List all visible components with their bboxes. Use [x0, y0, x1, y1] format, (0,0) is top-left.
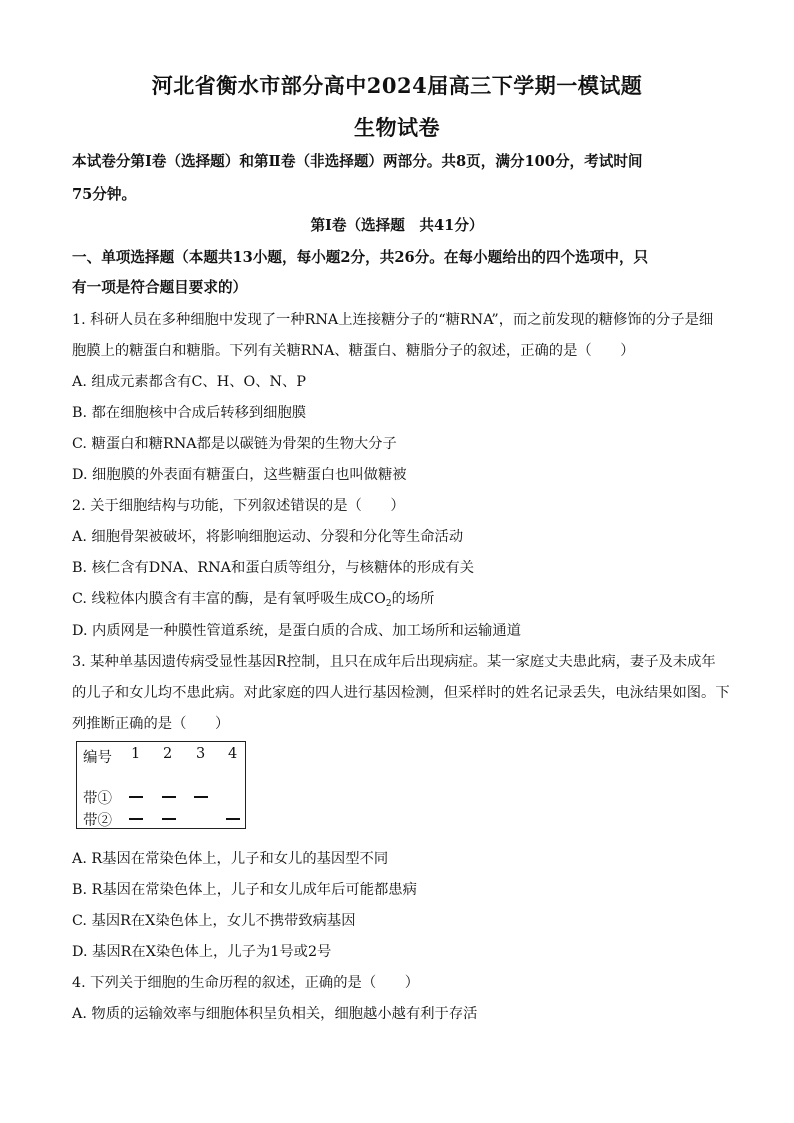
q2-stem: 2. 关于细胞结构与功能，下列叙述错误的是（ ）: [72, 498, 405, 514]
gel-band-2-label: 带②: [83, 813, 112, 829]
q1-option-b: B. 都在细胞核中合成后转移到细胞膜: [72, 405, 307, 421]
q3-option-c: C. 基因R在X染色体上，女儿不携带致病基因: [72, 913, 356, 929]
gel-column-3: 3: [196, 746, 206, 762]
q4-stem: 4. 下列关于细胞的生命历程的叙述，正确的是（ ）: [72, 975, 420, 991]
q1-option-d: D. 细胞膜的外表面有糖蛋白，这些糖蛋白也叫做糖被: [72, 467, 407, 483]
q2-option-a: A. 细胞骨架被破坏，将影响细胞运动、分裂和分化等生命活动: [72, 529, 464, 545]
q1-stem-line-1: 1. 科研人员在多种细胞中发现了一种RNA上连接糖分子的“糖RNA”，而之前发现的糖修饰的分子是细: [72, 312, 714, 328]
gel-band-1-label: 带①: [83, 791, 112, 807]
q2-option-b: B. 核仁含有DNA、RNA和蛋白质等组分，与核糖体的形成有关: [72, 560, 475, 576]
gel-band-1-lane-3: [194, 796, 208, 798]
q3-stem-line-1: 3. 某种单基因遗传病受显性基因R控制，且只在成年后出现病症。某一家庭丈夫患此病，妻子及未成年: [72, 654, 716, 670]
q1-option-c: C. 糖蛋白和糖RNA都是以碳链为骨架的生物大分子: [72, 436, 397, 452]
exam-title: 河北省衡水市部分高中2024届高三下学期一模试题: [151, 73, 643, 98]
electrophoresis-table: [76, 741, 246, 829]
q1-stem-line-2: 胞膜上的糖蛋白和糖脂。下列有关糖RNA、糖蛋白、糖脂分子的叙述，正确的是（ ）: [72, 343, 635, 359]
gel-band-2-lane-2: [162, 818, 176, 820]
q2-option-d: D. 内质网是一种膜性管道系统，是蛋白质的合成、加工场所和运输通道: [72, 623, 521, 639]
part1-heading-line-2: 有一项是符合题目要求的）: [72, 279, 248, 296]
q3-option-b: B. R基因在常染色体上，儿子和女儿成年后可能都患病: [72, 882, 417, 898]
q1-option-a: A. 组成元素都含有C、H、O、N、P: [72, 374, 306, 390]
gel-band-1-lane-1: [129, 796, 143, 798]
q3-stem-line-2: 的儿子和女儿均不患此病。对此家庭的四人进行基因检测，但采样时的姓名记录丢失，电泳结果如图。下: [72, 685, 730, 701]
q4-option-a: A. 物质的运输效率与细胞体积呈负相关，细胞越小越有利于存活: [72, 1006, 478, 1022]
intro-line-1: 本试卷分第Ⅰ卷（选择题）和第Ⅱ卷（非选择题）两部分。共8页，满分100分，考试时间: [72, 153, 643, 170]
q3-option-d: D. 基因R在X染色体上，儿子为1号或2号: [72, 944, 332, 960]
gel-column-1: 1: [131, 746, 141, 762]
part1-heading-line-1: 一、单项选择题（本题共13小题，每小题2分，共26分。在每小题给出的四个选项中，只: [72, 249, 649, 266]
q2-option-c-text-end: 的场所: [391, 591, 435, 607]
q2-option-c-text: C. 线粒体内膜含有丰富的酶，是有氧呼吸生成CO: [72, 591, 386, 607]
q2-option-c: [72, 588, 434, 609]
gel-band-1-lane-2: [162, 796, 176, 798]
gel-header-label: 编号: [83, 750, 112, 766]
intro-line-2: 75分钟。: [72, 186, 137, 203]
section-title: 第Ⅰ卷（选择题 共41分）: [310, 217, 484, 234]
gel-column-2: 2: [163, 746, 173, 762]
q3-option-a: A. R基因在常染色体上，儿子和女儿的基因型不同: [72, 851, 389, 867]
exam-subtitle: 生物试卷: [354, 115, 440, 140]
gel-band-2-lane-4: [226, 818, 240, 820]
gel-column-4: 4: [228, 746, 238, 762]
gel-band-2-lane-1: [129, 818, 143, 820]
q2-option-c-subscript: 2: [385, 599, 392, 609]
q3-stem-line-3: 列推断正确的是（ ）: [72, 716, 230, 732]
